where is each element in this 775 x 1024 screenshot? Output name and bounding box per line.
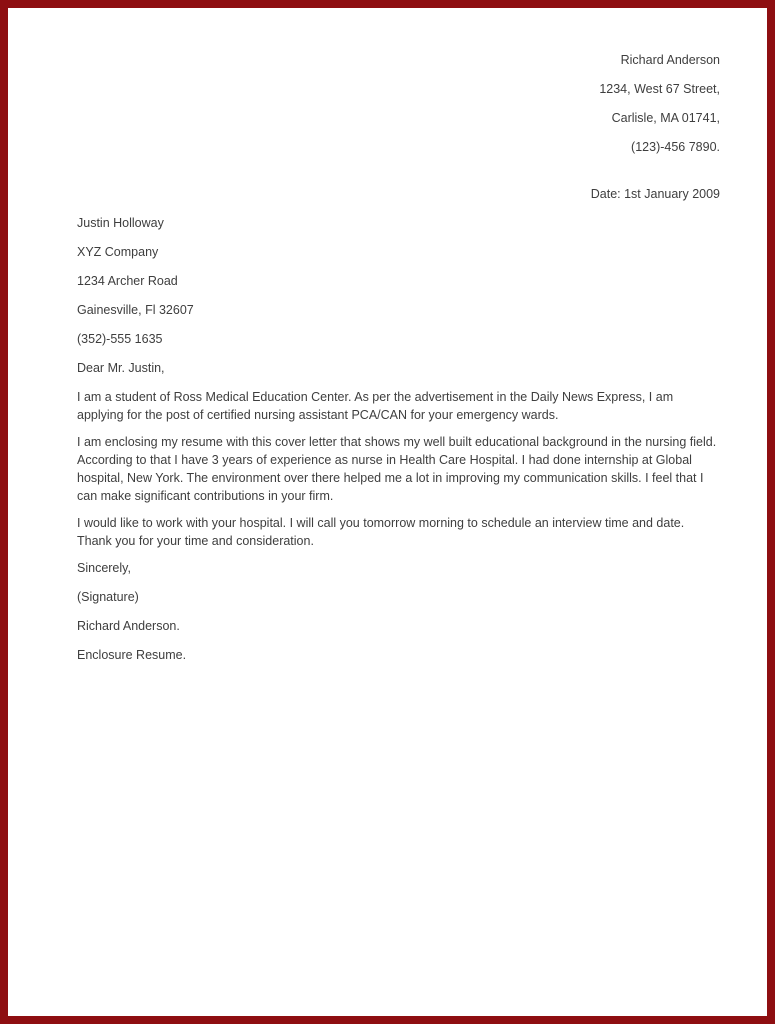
body-paragraph-1: I am a student of Ross Medical Education Center. As per the advertisement in the Daily News Express, I am applying for the post of certified nursing assistant PCA/CAN for your emergency wards. — [77, 390, 674, 422]
closing-sincerely: Sincerely, — [77, 561, 131, 575]
enclosure-note: Enclosure Resume. — [77, 648, 187, 662]
sender-phone: (123)-456 7890. — [631, 140, 720, 154]
body-paragraph-2: I am enclosing my resume with this cover letter that shows my well built educational background in the nursing field. According to that I have 3 years of experience as nurse in Health Care Hospital. I had done internship at Global hospital, New York. The environment over there helped me a lot in improving my communication skills. I feel that I can make significant contributions in your firm. — [77, 435, 717, 503]
salutation: Dear Mr. Justin, — [77, 361, 165, 375]
signature-placeholder: (Signature) — [77, 590, 139, 604]
signer-name: Richard Anderson. — [77, 619, 180, 633]
body-paragraph-3: I would like to work with your hospital. I will call you tomorrow morning to schedule an interview time and date. Thank you for your time and consideration. — [77, 516, 685, 548]
closing-block — [77, 559, 720, 664]
letter-content — [8, 8, 767, 664]
recipient-street: 1234 Archer Road — [77, 274, 178, 288]
recipient-company: XYZ Company — [77, 245, 159, 259]
recipient-city-state-zip: Gainesville, Fl 32607 — [77, 303, 194, 317]
sender-name: Richard Anderson — [620, 53, 720, 67]
sender-city-state-zip: Carlisle, MA 01741, — [611, 111, 720, 125]
recipient-address-block — [77, 214, 720, 348]
sender-street: 1234, West 67 Street, — [599, 82, 720, 96]
recipient-phone: (352)-555 1635 — [77, 332, 163, 346]
date-line: Date: 1st January 2009 — [590, 187, 720, 201]
sender-address-block — [77, 51, 720, 156]
recipient-name: Justin Holloway — [77, 216, 164, 230]
